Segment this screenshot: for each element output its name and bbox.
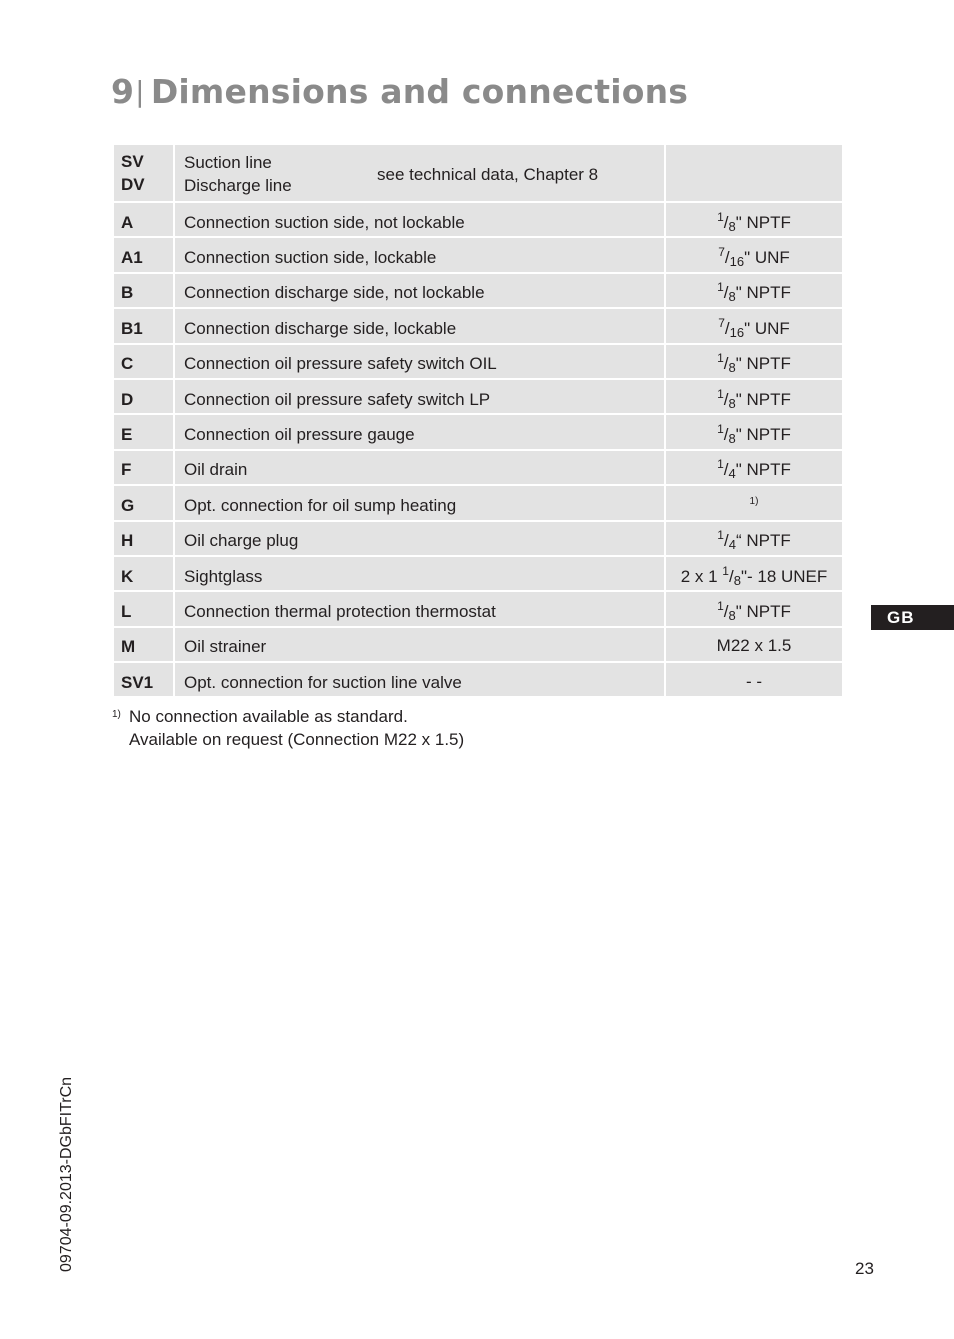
thread-fraction-numerator: 7 [718, 245, 725, 260]
header-description [174, 144, 665, 202]
table-row [113, 344, 843, 379]
connection-description: Oil charge plug [174, 521, 665, 556]
fraction-slash: / [723, 425, 729, 445]
connection-description: Connection oil pressure gauge [174, 414, 665, 449]
connection-code: D [113, 379, 174, 414]
header-code-sv: SV [121, 152, 144, 171]
footnote-line-1: No connection available as standard. [129, 707, 408, 726]
connection-thread-size [665, 237, 843, 272]
connection-description: Connection discharge side, not lockable [174, 273, 665, 308]
fraction-slash: / [723, 283, 729, 303]
table-row [113, 662, 843, 697]
header-suction-line: Suction line [184, 153, 272, 172]
table-row [113, 308, 843, 343]
table-row [113, 556, 843, 591]
thread-fraction-numerator: 7 [718, 315, 725, 330]
fraction-slash: / [723, 460, 729, 480]
page-title [111, 72, 688, 111]
chapter-number: 9 [111, 72, 135, 111]
table-row [113, 450, 843, 485]
thread-fraction-denominator: 4 [728, 466, 736, 482]
connection-thread-size [665, 379, 843, 414]
connection-description: Opt. connection for suction line valve [174, 662, 665, 697]
thread-fraction-denominator: 8 [728, 395, 736, 411]
connection-thread-size [665, 485, 843, 520]
connection-code: L [113, 591, 174, 626]
fraction-slash: / [723, 212, 729, 232]
title-separator: | [135, 75, 145, 108]
thread-fraction-numerator: 1 [717, 598, 724, 613]
connection-code: B1 [113, 308, 174, 343]
fraction-slash: / [723, 354, 729, 374]
connection-thread-size [665, 662, 843, 697]
thread-type: " NPTF [735, 425, 791, 445]
thread-fraction-numerator: 1 [717, 457, 724, 472]
thread-fraction-numerator: 1 [717, 528, 724, 543]
thread-fraction-denominator: 16 [729, 324, 745, 340]
connection-thread-size [665, 591, 843, 626]
thread-value: - - [745, 671, 763, 691]
connection-thread-size [665, 202, 843, 237]
connection-code: E [113, 414, 174, 449]
fraction-slash: / [724, 248, 730, 268]
fraction-slash: / [723, 389, 729, 409]
table-row [113, 202, 843, 237]
table-row [113, 237, 843, 272]
page-number: 23 [855, 1259, 874, 1278]
thread-fraction-numerator: 1 [717, 386, 724, 401]
connection-thread-size [665, 344, 843, 379]
connection-code: A1 [113, 237, 174, 272]
thread-value: M22 x 1.5 [716, 636, 792, 656]
thread-prefix: 2 x 1 [680, 566, 723, 586]
connection-code: G [113, 485, 174, 520]
fraction-slash: / [728, 566, 734, 586]
footnote-mark: 1) [112, 709, 121, 720]
connection-code: B [113, 273, 174, 308]
thread-type: “ NPTF [735, 531, 791, 551]
connection-description: Connection suction side, lockable [174, 237, 665, 272]
connection-description: Connection suction side, not lockable [174, 202, 665, 237]
thread-fraction-denominator: 8 [728, 218, 736, 234]
header-codes [113, 144, 174, 202]
header-code-dv: DV [121, 175, 145, 194]
thread-fraction-numerator: 1 [717, 422, 724, 437]
table-row [113, 273, 843, 308]
connection-code: A [113, 202, 174, 237]
thread-type: " NPTF [735, 212, 791, 232]
connection-description: Oil drain [174, 450, 665, 485]
connection-code: K [113, 556, 174, 591]
connection-description: Opt. connection for oil sump heating [174, 485, 665, 520]
thread-fraction-denominator: 8 [728, 360, 736, 376]
connection-description: Sightglass [174, 556, 665, 591]
connection-code: F [113, 450, 174, 485]
fraction-slash: / [723, 531, 729, 551]
table-row [113, 414, 843, 449]
connection-thread-size [665, 627, 843, 662]
thread-type: " UNF [744, 248, 790, 268]
fraction-slash: / [723, 601, 729, 621]
header-discharge-line: Discharge line [184, 176, 292, 195]
connection-code: SV1 [113, 662, 174, 697]
table-row [113, 485, 843, 520]
thread-fraction-numerator: 1 [717, 351, 724, 366]
connections-table [112, 143, 844, 698]
footnote-reference: 1) [749, 495, 759, 507]
table-row [113, 591, 843, 626]
thread-fraction-denominator: 8 [733, 572, 741, 588]
thread-fraction-denominator: 8 [728, 431, 736, 447]
header-value [665, 144, 843, 202]
thread-fraction-denominator: 8 [728, 607, 736, 623]
language-tab-gb: GB [871, 605, 954, 630]
table-header-row [113, 144, 843, 202]
thread-type: " NPTF [735, 389, 791, 409]
connection-thread-size [665, 308, 843, 343]
table-row [113, 627, 843, 662]
footnote-line-2: Available on request (Connection M22 x 1.5) [129, 730, 465, 749]
footnote [112, 705, 464, 751]
connection-code: C [113, 344, 174, 379]
table-row [113, 379, 843, 414]
thread-fraction-denominator: 16 [729, 254, 745, 270]
thread-type: " UNF [744, 318, 790, 338]
connection-code: M [113, 627, 174, 662]
connection-description: Connection thermal protection thermostat [174, 591, 665, 626]
thread-fraction-numerator: 1 [717, 280, 724, 295]
connection-thread-size [665, 450, 843, 485]
connection-description: Connection oil pressure safety switch OIL [174, 344, 665, 379]
thread-type: " NPTF [735, 354, 791, 374]
thread-fraction-denominator: 8 [728, 289, 736, 305]
connection-thread-size [665, 273, 843, 308]
header-technical-data-note: see technical data, Chapter 8 [377, 165, 599, 184]
chapter-title: Dimensions and connections [150, 72, 689, 111]
thread-fraction-numerator: 1 [722, 563, 729, 578]
document-id: 09704-09.2013-DGbFITrCn [58, 1076, 75, 1272]
fraction-slash: / [724, 318, 730, 338]
connection-code: H [113, 521, 174, 556]
thread-type: "- 18 UNEF [740, 566, 828, 586]
thread-type: " NPTF [735, 283, 791, 303]
connection-thread-size [665, 556, 843, 591]
table-row [113, 521, 843, 556]
thread-fraction-numerator: 1 [717, 209, 724, 224]
connection-thread-size [665, 414, 843, 449]
connection-description: Connection discharge side, lockable [174, 308, 665, 343]
connection-description: Oil strainer [174, 627, 665, 662]
thread-type: " NPTF [735, 601, 791, 621]
thread-type: " NPTF [735, 460, 791, 480]
thread-fraction-denominator: 4 [728, 537, 736, 553]
connection-description: Connection oil pressure safety switch LP [174, 379, 665, 414]
connection-thread-size [665, 521, 843, 556]
